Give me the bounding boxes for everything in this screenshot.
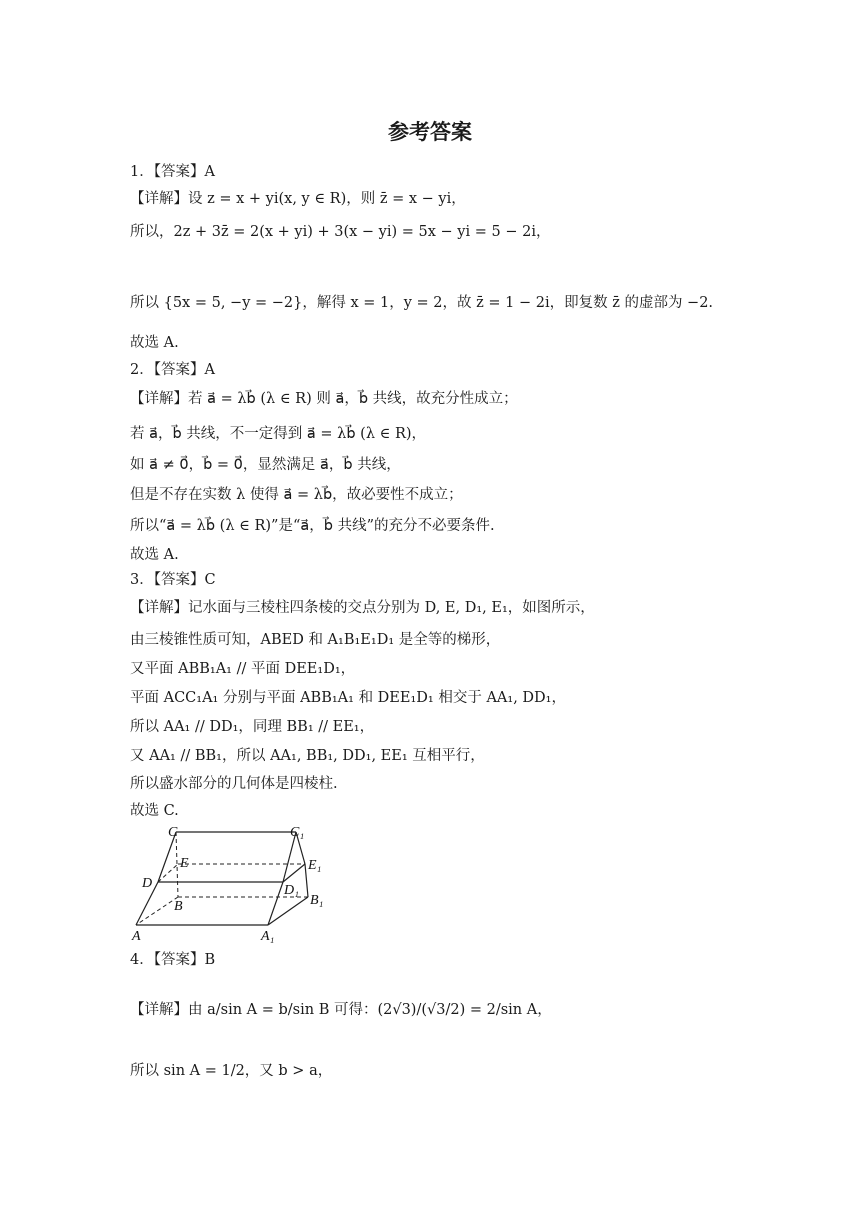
text-line: 又平面 ABB₁A₁ // 平面 DEE₁D₁，: [130, 661, 356, 677]
text-line: 如 a⃗ ≠ 0⃗，b⃗ = 0⃗，显然满足 a⃗，b⃗ 共线，: [130, 457, 401, 473]
label-E1: E₁: [308, 858, 322, 873]
label-B1: B₁: [310, 893, 324, 908]
text-line: 平面 ACC₁A₁ 分别与平面 ABB₁A₁ 和 DEE₁D₁ 相交于 AA₁, DD₁，: [130, 690, 566, 706]
text-line: 【详解】若 a⃗ = λb⃗ (λ ∈ R) 则 a⃗，b⃗ 共线，故充分性成立；: [130, 391, 518, 407]
label-C: C: [168, 825, 178, 840]
text-line: 故选 A.: [130, 335, 179, 351]
text-line: 但是不存在实数 λ 使得 a⃗ = λb⃗，故必要性不成立；: [130, 487, 463, 503]
prism-figure: [128, 822, 338, 947]
label-A: A: [132, 929, 141, 944]
text-line: 【详解】记水面与三棱柱四条棱的交点分别为 D, E, D₁, E₁，如图所示，: [130, 600, 595, 616]
text-line: 所以 sin A = 1/2，又 b > a，: [130, 1063, 333, 1079]
text-line: 【详解】由 a/sin A = b/sin B 可得：(2√3)/(√3/2) = 2/sin A，: [130, 1002, 552, 1018]
text-line: 故选 C.: [130, 803, 179, 819]
text-line: 若 a⃗，b⃗ 共线，不一定得到 a⃗ = λb⃗ (λ ∈ R)，: [130, 426, 427, 442]
label-B: B: [174, 899, 183, 914]
page-title: 参考答案: [388, 120, 472, 144]
text-line: 所以“a⃗ = λb⃗ (λ ∈ R)”是“a⃗，b⃗ 共线”的充分不必要条件.: [130, 518, 495, 534]
text-line: 所以盛水部分的几何体是四棱柱.: [130, 776, 338, 792]
text-line: 4．【答案】B: [130, 952, 216, 968]
text-line: 所以 {5x = 5, −y = −2}，解得 x = 1，y = 2，故 z̄ = 1 − 2i，即复数 z̄ 的虚部为 −2.: [130, 295, 714, 311]
text-line: 1．【答案】A: [130, 164, 215, 180]
text-line: 故选 A.: [130, 547, 179, 563]
text-line: 3．【答案】C: [130, 572, 216, 588]
text-line: 由三棱锥性质可知，ABED 和 A₁B₁E₁D₁ 是全等的梯形，: [130, 632, 501, 648]
label-A1: A₁: [261, 929, 275, 944]
label-D: D: [142, 876, 153, 891]
text-line: 所以，2z + 3z̄ = 2(x + yi) + 3(x − yi) = 5x − yi = 5 − 2i，: [130, 224, 551, 240]
text-line: 2．【答案】A: [130, 362, 215, 378]
text-line: 【详解】设 z = x + yi(x, y ∈ R)，则 z̄ = x − yi，: [130, 191, 466, 207]
label-E: E: [180, 856, 189, 871]
label-C1: C₁: [290, 825, 305, 840]
text-line: 又 AA₁ // BB₁，所以 AA₁, BB₁, DD₁, EE₁ 互相平行，: [130, 748, 485, 764]
label-D1: D₁: [284, 883, 299, 898]
text-line: 所以 AA₁ // DD₁，同理 BB₁ // EE₁，: [130, 719, 375, 735]
